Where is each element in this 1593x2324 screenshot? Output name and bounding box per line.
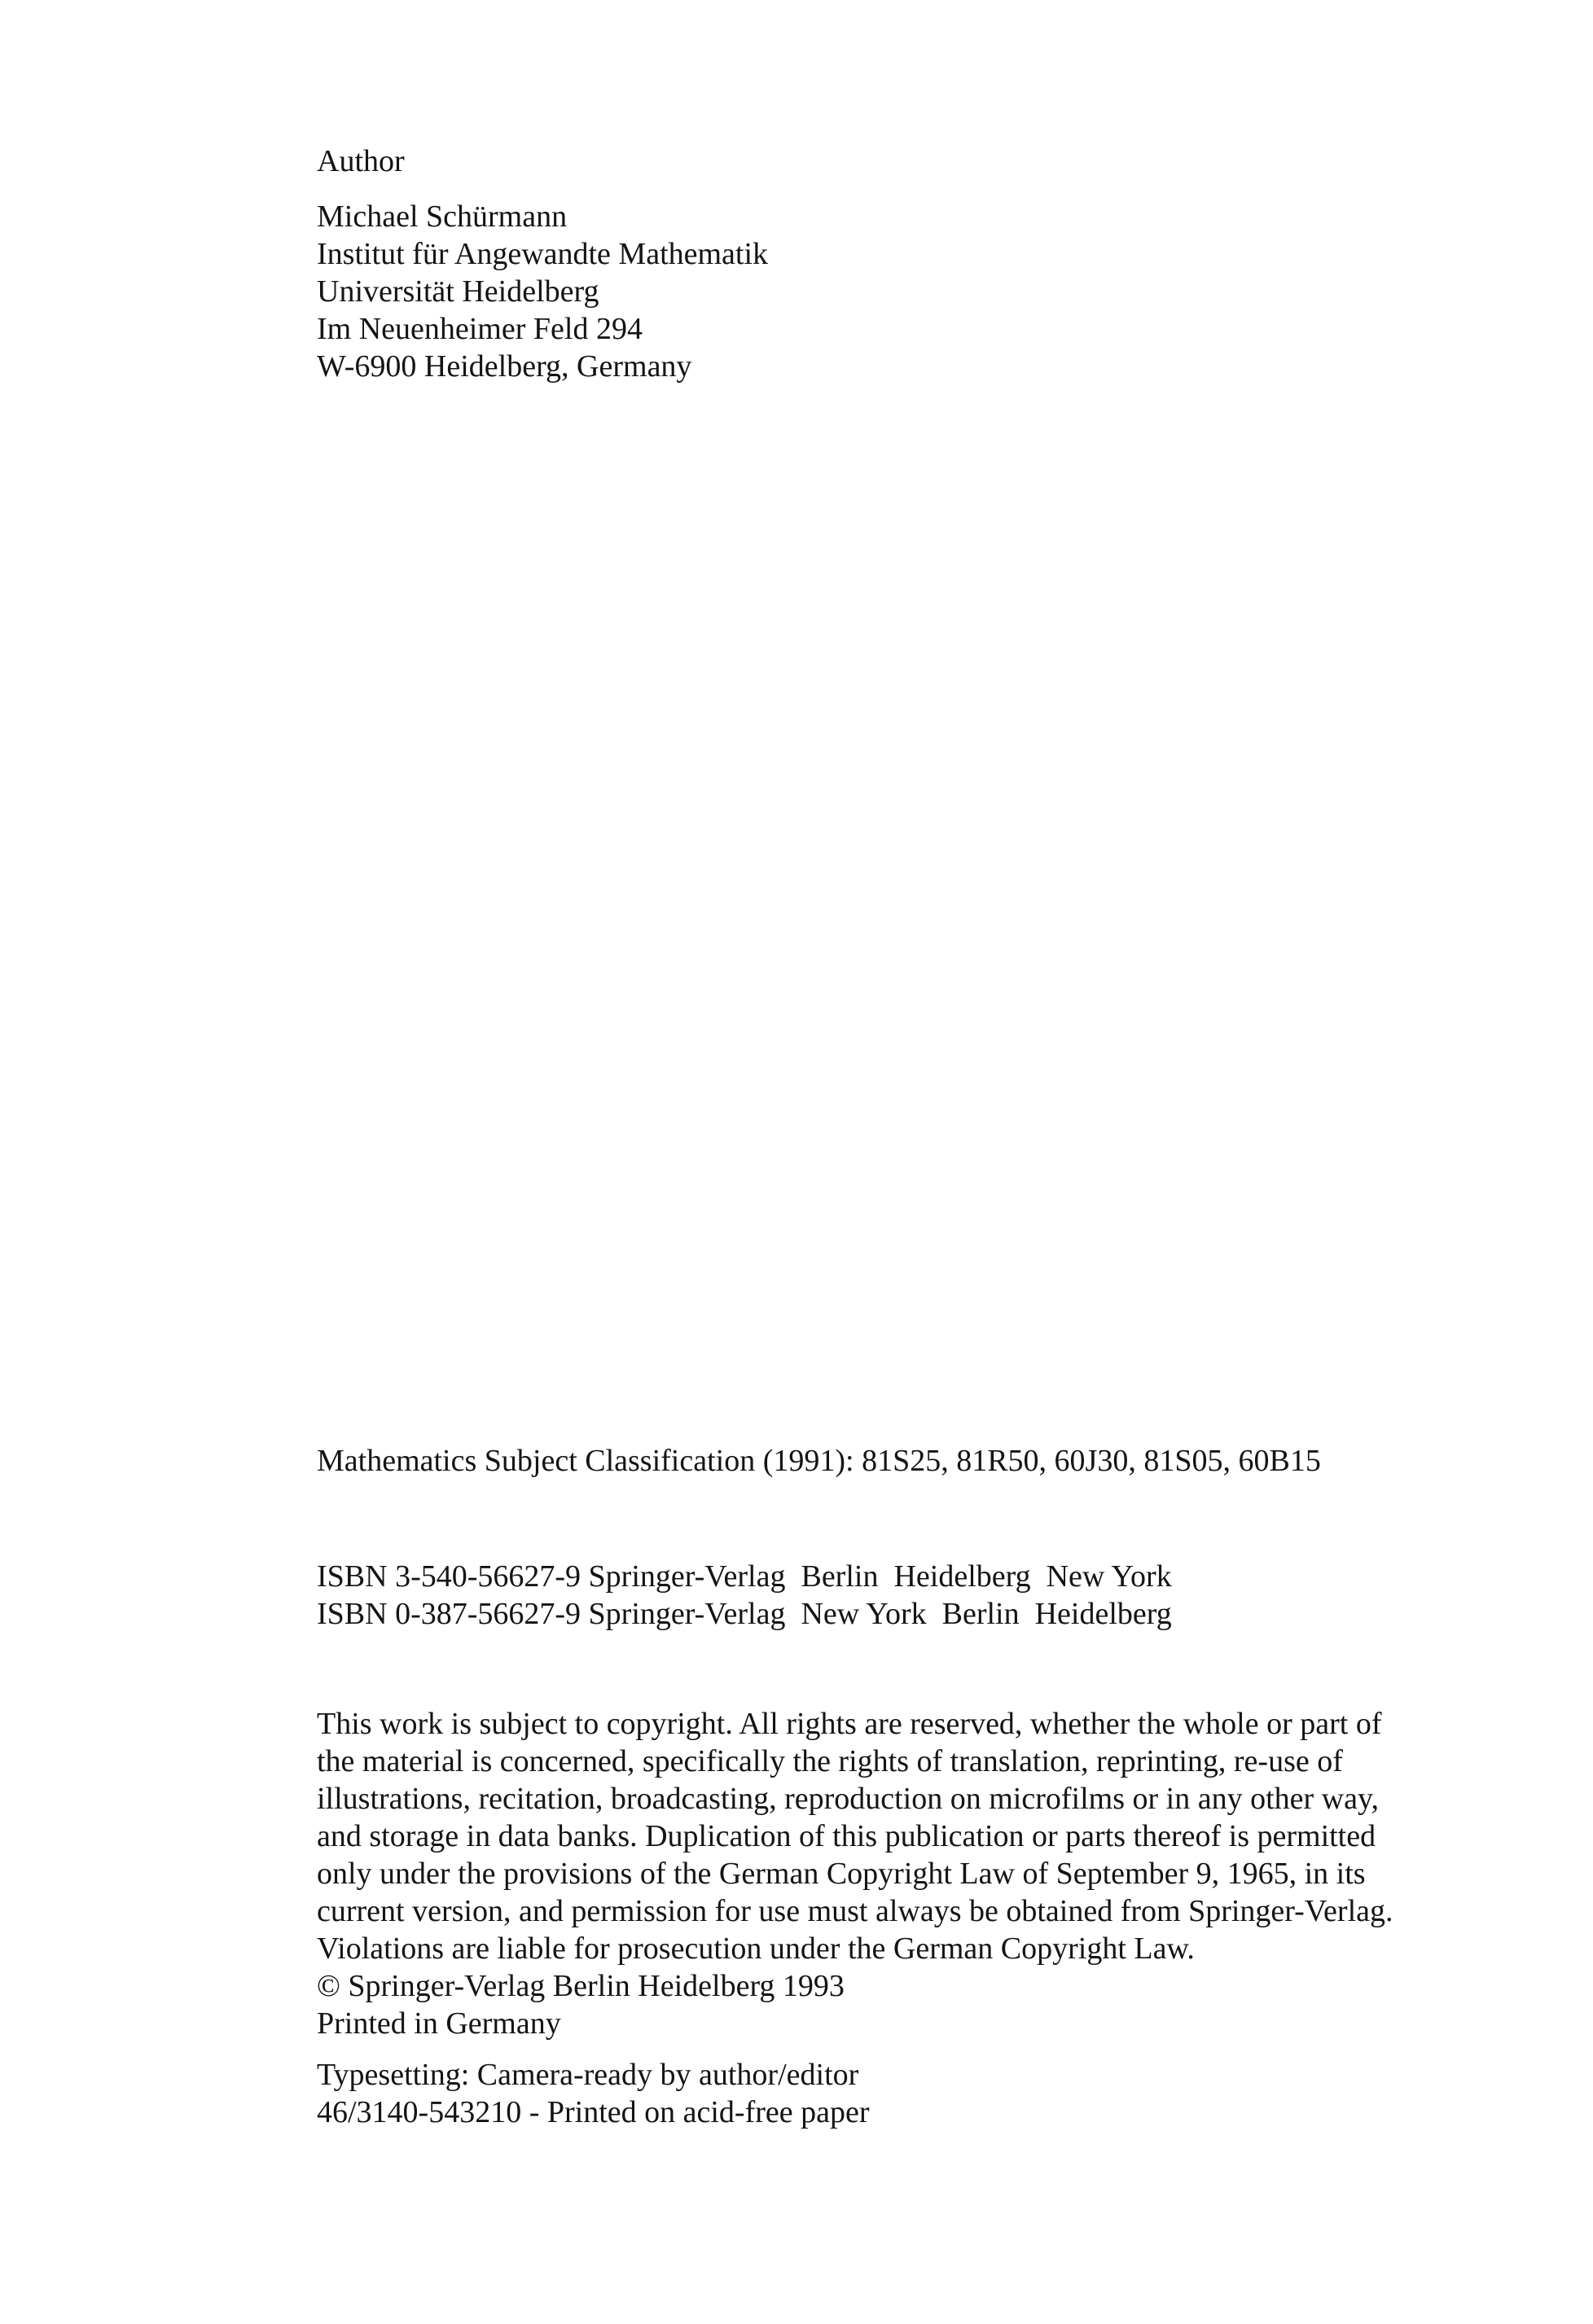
subject-classification-text: Mathematics Subject Classification (1991): 81S25, 81R50, 60J30, 81S05, 60B15 <box>317 1444 1321 1478</box>
author-street: Im Neuenheimer Feld 294 <box>317 312 643 346</box>
printed-in: Printed in Germany <box>317 2006 561 2041</box>
copyright-block <box>317 1705 1441 2042</box>
typesetting-line: Typesetting: Camera-ready by author/editor <box>317 2058 859 2092</box>
copyright-line: only under the provisions of the German Copyright Law of September 9, 1965, in its <box>317 1857 1366 1891</box>
author-heading <box>317 143 405 180</box>
copyright-line: Violations are liable for prosecution under the German Copyright Law. <box>317 1932 1195 1966</box>
isbn-block <box>317 1558 1172 1633</box>
author-university: Universität Heidelberg <box>317 274 599 309</box>
typesetting-block <box>317 2056 870 2131</box>
isbn-line: ISBN 0-387-56627-9 Springer-Verlag New York Berlin Heidelberg <box>317 1597 1172 1631</box>
subject-classification <box>317 1442 1321 1480</box>
copyright-line: current version, and permission for use must always be obtained from Springer-Verlag. <box>317 1894 1393 1928</box>
author-heading-text: Author <box>317 144 405 178</box>
copyright-notice: © Springer-Verlag Berlin Heidelberg 1993 <box>317 1969 845 2003</box>
copyright-line: and storage in data banks. Duplication of this publication or parts thereof is permitted <box>317 1819 1376 1853</box>
copyright-line: This work is subject to copyright. All rights are reserved, whether the whole or part of <box>317 1707 1382 1741</box>
author-institute: Institut für Angewandte Mathematik <box>317 237 769 271</box>
author-city: W-6900 Heidelberg, Germany <box>317 349 692 384</box>
author-name: Michael Schürmann <box>317 200 568 234</box>
copyright-line: illustrations, recitation, broadcasting, reproduction on microfilms or in any other way, <box>317 1782 1379 1816</box>
isbn-line: ISBN 3-540-56627-9 Springer-Verlag Berlin Heidelberg New York <box>317 1559 1172 1594</box>
copyright-line: the material is concerned, specifically the rights of translation, reprinting, re-use of <box>317 1744 1343 1778</box>
print-code-line: 46/3140-543210 - Printed on acid-free paper <box>317 2095 870 2129</box>
author-address <box>317 198 768 385</box>
